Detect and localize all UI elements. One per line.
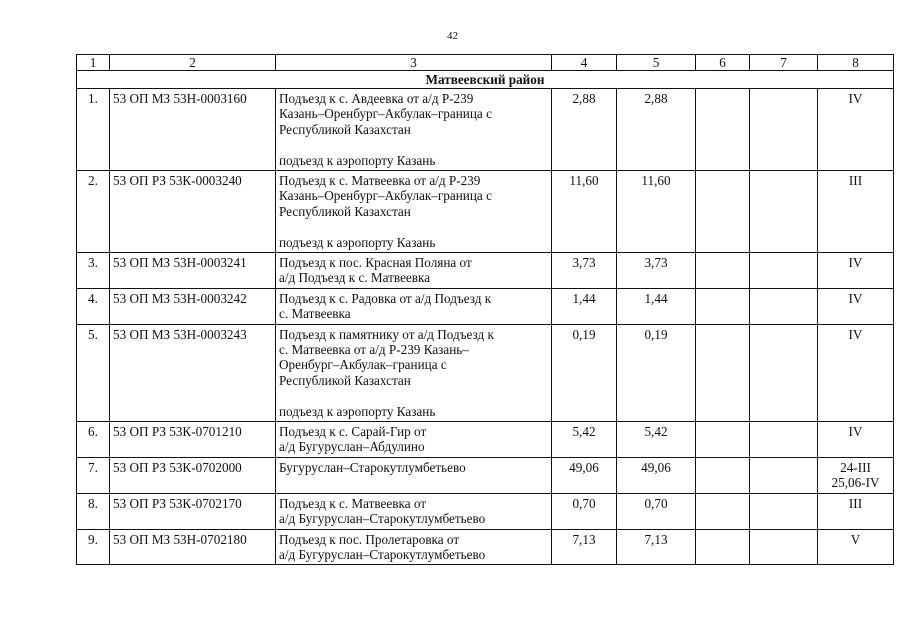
road-name-line: с. Матвеевка от а/д Р-239 Казань– bbox=[279, 342, 469, 358]
length-col5: 7,13 bbox=[617, 529, 696, 565]
col7-cell bbox=[750, 288, 818, 324]
road-name-line: с. Матвеевка bbox=[279, 306, 351, 322]
road-name bbox=[276, 529, 552, 565]
district-title: Матвеевский район bbox=[77, 71, 894, 89]
col6-cell bbox=[696, 253, 750, 289]
row-number: 9. bbox=[77, 529, 110, 565]
road-name bbox=[276, 171, 552, 253]
length-total: 0,70 bbox=[552, 493, 617, 529]
col7-cell bbox=[750, 422, 818, 458]
row-number: 7. bbox=[77, 457, 110, 493]
length-col5: 2,88 bbox=[617, 89, 696, 171]
row-number: 8. bbox=[77, 493, 110, 529]
spacer bbox=[279, 137, 548, 152]
length-total: 49,06 bbox=[552, 457, 617, 493]
table-row bbox=[77, 171, 894, 253]
table-row bbox=[77, 288, 894, 324]
road-name-line: Подъезд к пос. Пролетаровка от bbox=[279, 531, 460, 547]
length-col5: 3,73 bbox=[617, 253, 696, 289]
road-name bbox=[276, 493, 552, 529]
col-header: 1 bbox=[77, 55, 110, 71]
category-line: IV bbox=[848, 326, 863, 342]
col6-cell bbox=[696, 493, 750, 529]
table-row bbox=[77, 422, 894, 458]
col7-cell bbox=[750, 529, 818, 565]
col-header: 3 bbox=[276, 55, 552, 71]
road-name-line: а/д Бугуруслан–Старокутлумбетьево bbox=[279, 511, 486, 527]
road-name-line: Оренбург–Акбулак–граница с bbox=[279, 357, 447, 373]
road-category bbox=[818, 422, 894, 458]
row-number: 6. bbox=[77, 422, 110, 458]
col6-cell bbox=[696, 288, 750, 324]
road-category bbox=[818, 324, 894, 421]
category-line: III bbox=[848, 173, 863, 189]
length-col5: 5,42 bbox=[617, 422, 696, 458]
length-total: 11,60 bbox=[552, 171, 617, 253]
row-number: 3. bbox=[77, 253, 110, 289]
col6-cell bbox=[696, 324, 750, 421]
road-name bbox=[276, 253, 552, 289]
road-name-line: Бугуруслан–Старокутлумбетьево bbox=[279, 459, 466, 475]
col6-cell bbox=[696, 529, 750, 565]
road-name-line: Республикой Казахстан bbox=[279, 372, 411, 388]
road-name-line: а/д Бугуруслан–Старокутлумбетьево bbox=[279, 546, 486, 562]
length-total: 7,13 bbox=[552, 529, 617, 565]
road-name-line: Подъезд к с. Сарай-Гир от bbox=[279, 424, 427, 440]
length-total: 0,19 bbox=[552, 324, 617, 421]
road-category bbox=[818, 89, 894, 171]
road-name bbox=[276, 422, 552, 458]
row-number: 1. bbox=[77, 89, 110, 171]
col7-cell bbox=[750, 253, 818, 289]
col-header: 4 bbox=[552, 55, 617, 71]
col-header: 8 bbox=[818, 55, 894, 71]
row-number: 5. bbox=[77, 324, 110, 421]
col7-cell bbox=[750, 324, 818, 421]
road-name-line: а/д Бугуруслан–Абдулино bbox=[279, 439, 425, 455]
road-name-line: Казань–Оренбург–Акбулак–граница с bbox=[279, 106, 492, 122]
table-row bbox=[77, 457, 894, 493]
road-code: 53 ОП МЗ 53Н-0003242 bbox=[110, 288, 276, 324]
category-line: 25,06-IV bbox=[831, 475, 880, 491]
col7-cell bbox=[750, 493, 818, 529]
col6-cell bbox=[696, 422, 750, 458]
road-name-line: Подъезд к памятнику от а/д Подъезд к bbox=[279, 326, 494, 342]
road-name-line: Республикой Казахстан bbox=[279, 121, 411, 137]
road-code: 53 ОП МЗ 53Н-0003241 bbox=[110, 253, 276, 289]
length-total: 3,73 bbox=[552, 253, 617, 289]
page-number: 42 bbox=[447, 30, 458, 42]
category-line: V bbox=[850, 531, 861, 547]
col6-cell bbox=[696, 171, 750, 253]
row-number: 2. bbox=[77, 171, 110, 253]
col-header: 6 bbox=[696, 55, 750, 71]
col6-cell bbox=[696, 89, 750, 171]
table-row bbox=[77, 529, 894, 565]
road-name bbox=[276, 324, 552, 421]
road-code: 53 ОП МЗ 53Н-0003160 bbox=[110, 89, 276, 171]
col6-cell bbox=[696, 457, 750, 493]
category-line: IV bbox=[848, 255, 863, 271]
roads-table bbox=[76, 54, 894, 565]
row-number: 4. bbox=[77, 288, 110, 324]
category-line: IV bbox=[848, 424, 863, 440]
road-code: 53 ОП РЗ 53К-0702000 bbox=[110, 457, 276, 493]
category-line: III bbox=[848, 495, 863, 511]
road-name-line: Республикой Казахстан bbox=[279, 203, 411, 219]
road-name-line: Подъезд к с. Авдеевка от а/д Р-239 bbox=[279, 91, 474, 106]
length-col5: 11,60 bbox=[617, 171, 696, 253]
road-code: 53 ОП МЗ 53Н-0003243 bbox=[110, 324, 276, 421]
length-col5: 0,70 bbox=[617, 493, 696, 529]
road-code: 53 ОП РЗ 53К-0702170 bbox=[110, 493, 276, 529]
road-name-note: подъезд к аэропорту Казань bbox=[279, 403, 436, 419]
road-category bbox=[818, 493, 894, 529]
road-name-line: Подъезд к с. Матвеевка от bbox=[279, 495, 427, 511]
spacer bbox=[279, 219, 548, 234]
col7-cell bbox=[750, 457, 818, 493]
col-header: 7 bbox=[750, 55, 818, 71]
road-name-line: Подъезд к с. Радовка от а/д Подъезд к bbox=[279, 290, 492, 306]
road-code: 53 ОП МЗ 53Н-0702180 bbox=[110, 529, 276, 565]
category-line: IV bbox=[848, 91, 863, 106]
length-col5: 0,19 bbox=[617, 324, 696, 421]
road-category bbox=[818, 457, 894, 493]
table-row bbox=[77, 253, 894, 289]
road-name-line: Подъезд к пос. Красная Поляна от bbox=[279, 255, 472, 271]
road-code: 53 ОП РЗ 53К-0701210 bbox=[110, 422, 276, 458]
road-name-line: Подъезд к с. Матвеевка от а/д Р-239 bbox=[279, 173, 481, 189]
col7-cell bbox=[750, 89, 818, 171]
length-col5: 49,06 bbox=[617, 457, 696, 493]
road-name bbox=[276, 457, 552, 493]
road-name-line: а/д Подъезд к с. Матвеевка bbox=[279, 270, 431, 286]
road-name-note: подъезд к аэропорту Казань bbox=[279, 152, 436, 168]
col-header: 5 bbox=[617, 55, 696, 71]
length-total: 2,88 bbox=[552, 89, 617, 171]
road-name bbox=[276, 288, 552, 324]
spacer bbox=[279, 388, 548, 403]
road-category bbox=[818, 171, 894, 253]
length-col5: 1,44 bbox=[617, 288, 696, 324]
category-line: IV bbox=[848, 290, 863, 306]
road-name bbox=[276, 89, 552, 171]
district-row bbox=[77, 71, 894, 89]
road-code: 53 ОП РЗ 53К-0003240 bbox=[110, 171, 276, 253]
length-total: 5,42 bbox=[552, 422, 617, 458]
column-number-row bbox=[77, 55, 894, 71]
road-name-line: Казань–Оренбург–Акбулак–граница с bbox=[279, 188, 492, 204]
road-category bbox=[818, 288, 894, 324]
road-category bbox=[818, 529, 894, 565]
road-category bbox=[818, 253, 894, 289]
col-header: 2 bbox=[110, 55, 276, 71]
table-row bbox=[77, 493, 894, 529]
table-row bbox=[77, 324, 894, 421]
length-total: 1,44 bbox=[552, 288, 617, 324]
road-name-note: подъезд к аэропорту Казань bbox=[279, 234, 436, 250]
category-line: 24-III bbox=[840, 459, 871, 475]
table-row bbox=[77, 89, 894, 171]
col7-cell bbox=[750, 171, 818, 253]
